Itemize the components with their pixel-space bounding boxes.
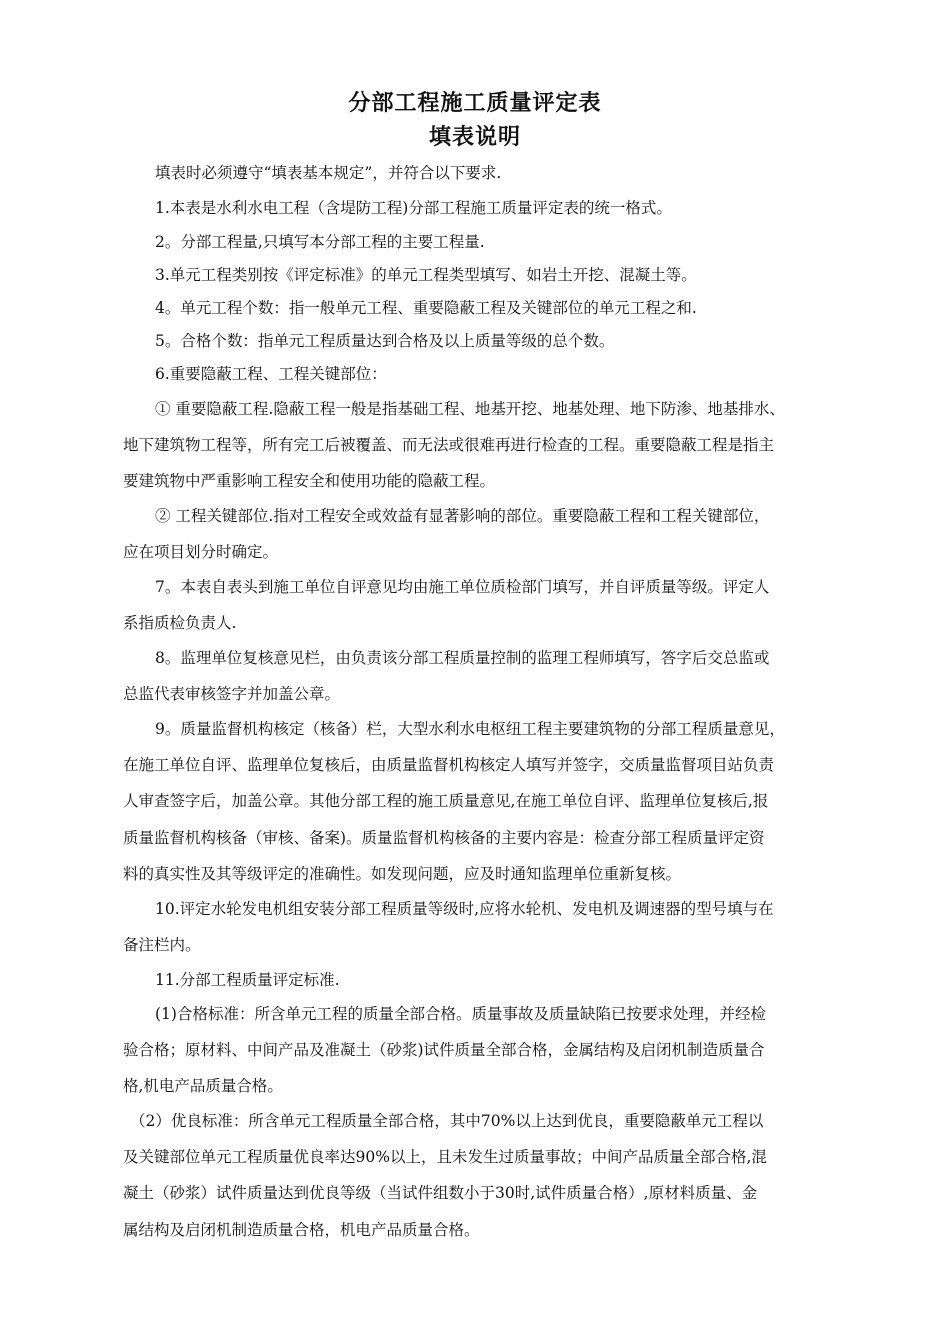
- text-line: 2。分部工程量,只填写本分部工程的主要工程量.: [155, 233, 485, 251]
- text-line: 6.重要隐蔽工程、工程关键部位：: [155, 365, 387, 383]
- text-line: 5。合格个数：指单元工程质量达到合格及以上质量等级的总个数。: [155, 332, 615, 350]
- text-line: 凝土（砂浆）试件质量达到优良等级（当试件组数小于30时,试件质量合格）,原材料质量、金: [123, 1184, 758, 1202]
- text-line: 人审查签字后，加盖公章。其他分部工程的施工质量意见,在施工单位自评、监理单位复核后,报: [123, 792, 769, 810]
- text-line: 备注栏内。: [123, 936, 201, 954]
- text-line: 填表时必须遵守“填表基本规定”，并符合以下要求.: [155, 164, 502, 182]
- text-line: 及关键部位单元工程质量优良率达90%以上，且未发生过质量事故；中间产品质量全部合格,混: [123, 1148, 767, 1166]
- text-line: 要建筑物中严重影响工程安全和使用功能的隐蔽工程。: [123, 472, 496, 490]
- text-line: （2）优良标准：所含单元工程质量全部合格，其中70%以上达到优良，重要隐蔽单元工程以: [130, 1112, 764, 1130]
- text-line: 10.评定水轮发电机组安装分部工程质量等级时,应将水轮机、发电机及调速器的型号填与在: [155, 900, 774, 918]
- text-line: 格,机电产品质量合格。: [123, 1077, 283, 1095]
- text-line: 料的真实性及其等级评定的准确性。如发现问题，应及时通知监理单位重新复核。: [123, 865, 682, 883]
- text-line: 应在项目划分时确定。: [123, 543, 279, 561]
- text-line: 11.分部工程质量评定标准.: [155, 971, 340, 989]
- text-line: 验合格；原材料、中间产品及准凝土（砂浆)试件质量全部合格，金属结构及启闭机制造质量合: [123, 1041, 765, 1059]
- text-line: 质量监督机构核备（审核、备案)。质量监督机构核备的主要内容是：检查分部工程质量评定资: [123, 829, 765, 847]
- text-line: 9。质量监督机构核定（核备）栏，大型水利水电枢纽工程主要建筑物的分部工程质量意见，: [155, 720, 785, 738]
- text-line: 地下建筑物工程等，所有完工后被覆盖、而无法或很难再进行检查的工程。重要隐蔽工程是指主: [123, 436, 775, 454]
- text-line: 8。监理单位复核意见栏，由负责该分部工程质量控制的监理工程师填写，答字后交总监或: [155, 649, 770, 667]
- text-line: ② 工程关键部位.指对工程安全或效益有显著影响的部位。重要隐蔽工程和工程关键部位，: [155, 507, 770, 525]
- text-line: 总监代表审核签字并加盖公章。: [123, 685, 341, 703]
- text-line: 系指质检负责人.: [123, 614, 237, 632]
- text-line: 3.单元工程类别按《评定标准》的单元工程类型填写、如岩土开挖、混凝土等。: [155, 266, 697, 284]
- text-line: 属结构及启闭机制造质量合格，机电产品质量合格。: [123, 1221, 480, 1239]
- text-line: 4。单元工程个数：指一般单元工程、重要隐蔽工程及关键部位的单元工程之和.: [155, 299, 697, 317]
- text-line: 在施工单位自评、监理单位复核后，由质量监督机构核定人填写并签字，交质量监督项目站负责: [123, 756, 775, 774]
- text-line: 1.本表是水利水电工程（含堤防工程)分部工程施工质量评定表的统一格式。: [155, 199, 672, 217]
- document-subtitle: 填表说明: [428, 125, 521, 150]
- document-title: 分部工程施工质量评定表: [348, 91, 602, 116]
- text-line: 7。本表自表头到施工单位自评意见均由施工单位质检部门填写，并自评质量等级。评定人: [155, 578, 770, 596]
- text-line: (1)合格标准：所含单元工程的质量全部合格。质量事故及质量缺陷已按要求处理，并经检: [155, 1005, 766, 1023]
- text-line: ① 重要隐蔽工程.隐蔽工程一般是指基础工程、地基开挖、地基处理、地下防渗、地基排水、: [155, 400, 785, 418]
